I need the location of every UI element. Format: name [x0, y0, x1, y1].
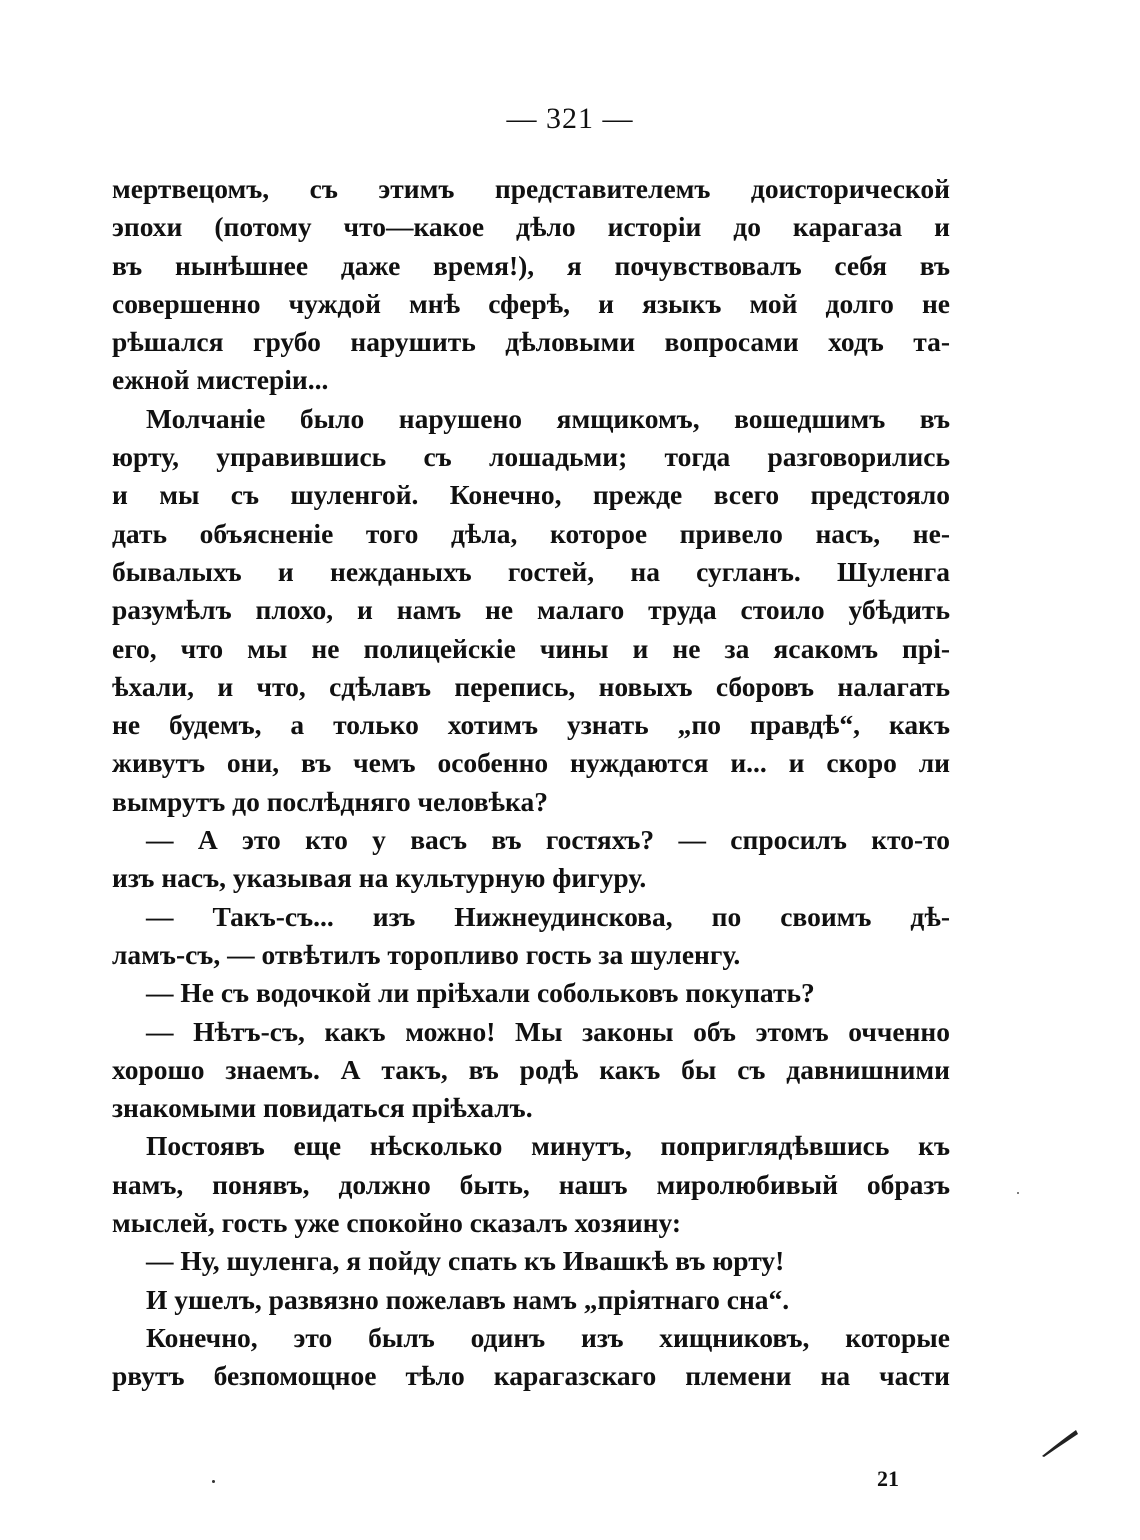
text-line: Постоявъ еще нѣсколько минутъ, поприглядѣвшись къ	[146, 1130, 950, 1162]
paragraph	[112, 1319, 950, 1396]
text-line: рвутъ безпомощное тѣло карагазскаго племени на части	[112, 1360, 950, 1392]
paragraph	[112, 1013, 950, 1128]
text-line: — Такъ-съ... изъ Нижнеудинскова, по своимъ дѣ-	[146, 900, 950, 932]
text-line: хорошо знаемъ. А такъ, въ родѣ какъ бы съ давнишними	[112, 1053, 950, 1085]
text-line: мертвецомъ, съ этимъ представителемъ доисторической	[112, 173, 950, 204]
text-line: и мы съ шуленгой. Конечно, прежде всего предстояло	[112, 479, 950, 511]
printer-signature-mark: 21	[877, 1466, 899, 1491]
text-line: эпохи (потому что—какое дѣло исторіи до карагаза и	[112, 211, 950, 243]
text-line: изъ насъ, указывая на культурную фигуру.	[112, 862, 647, 894]
text-line: совершенно чуждой мнѣ сферѣ, и языкъ мой долго не	[112, 287, 950, 319]
text-line: не будемъ, а только хотимъ узнать „по правдѣ“, какъ	[112, 709, 950, 741]
text-line: ежной мистеріи...	[112, 364, 329, 396]
paragraph	[112, 1127, 950, 1242]
text-line: въ нынѣшнее даже время!), я почувствовалъ себя въ	[112, 249, 950, 281]
text-line: Конечно, это былъ одинъ изъ хищниковъ, которые	[146, 1321, 950, 1353]
text-line: живутъ они, въ чемъ особенно нуждаются и... и скоро ли	[112, 747, 950, 779]
page-number: — 321 —	[506, 102, 634, 135]
text-line: дать объясненіе того дѣла, которое привело насъ, не-	[112, 517, 950, 549]
text-line: — Нѣтъ-съ, какъ можно! Мы законы объ этомъ очченно	[146, 1015, 950, 1047]
text-line: его, что мы не полицейскіе чины и не за ясакомъ прі-	[112, 632, 950, 664]
text-line: юрту, управившись съ лошадьми; тогда разговорились	[112, 441, 950, 473]
paragraph	[112, 898, 950, 975]
text-line: ламъ-съ, — отвѣтилъ торопливо гость за шуленгу.	[112, 938, 741, 970]
text-line: намъ, понявъ, должно быть, нашъ миролюбивый образъ	[112, 1168, 950, 1200]
text-line: мыслей, гость уже спокойно сказалъ хозяину:	[112, 1207, 682, 1239]
paragraph	[112, 1281, 950, 1319]
text-line: — Ну, шуленга, я пойду спать къ Ивашкѣ въ юрту!	[146, 1245, 785, 1277]
paragraph	[112, 400, 950, 821]
scan-speck	[212, 1480, 215, 1483]
text-line: — А это кто у васъ въ гостяхъ? — спросилъ кто-то	[146, 824, 950, 856]
text-line: бывалыхъ и нежданыхъ гостей, на сугланъ. Шуленга	[112, 555, 950, 587]
paragraph	[112, 170, 950, 400]
text-line: рѣшался грубо нарушить дѣловыми вопросами ходъ та-	[112, 326, 950, 358]
text-line: И ушелъ, развязно пожелавъ намъ „пріятнаго сна“.	[146, 1283, 790, 1315]
text-line: — Не съ водочкой ли пріѣхали собольковъ покупать?	[146, 977, 815, 1009]
text-line: ѣхали, и что, сдѣлавъ перепись, новыхъ сборовъ налагать	[112, 670, 950, 702]
text-line: разумѣлъ плохо, и намъ не малаго труда стоило убѣдить	[112, 594, 950, 626]
paragraph	[112, 1242, 950, 1280]
text-line: Молчаніе было нарушено ямщикомъ, вошедшимъ въ	[146, 402, 950, 434]
text-line: вымрутъ до послѣдняго человѣка?	[112, 785, 548, 817]
paragraph	[112, 974, 950, 1012]
paragraph	[112, 821, 950, 898]
body-text	[112, 170, 950, 1396]
scan-speck	[1017, 1192, 1019, 1194]
text-line: знакомыми повидаться пріѣхалъ.	[112, 1092, 533, 1124]
ink-mark-decoration	[1040, 1428, 1080, 1458]
